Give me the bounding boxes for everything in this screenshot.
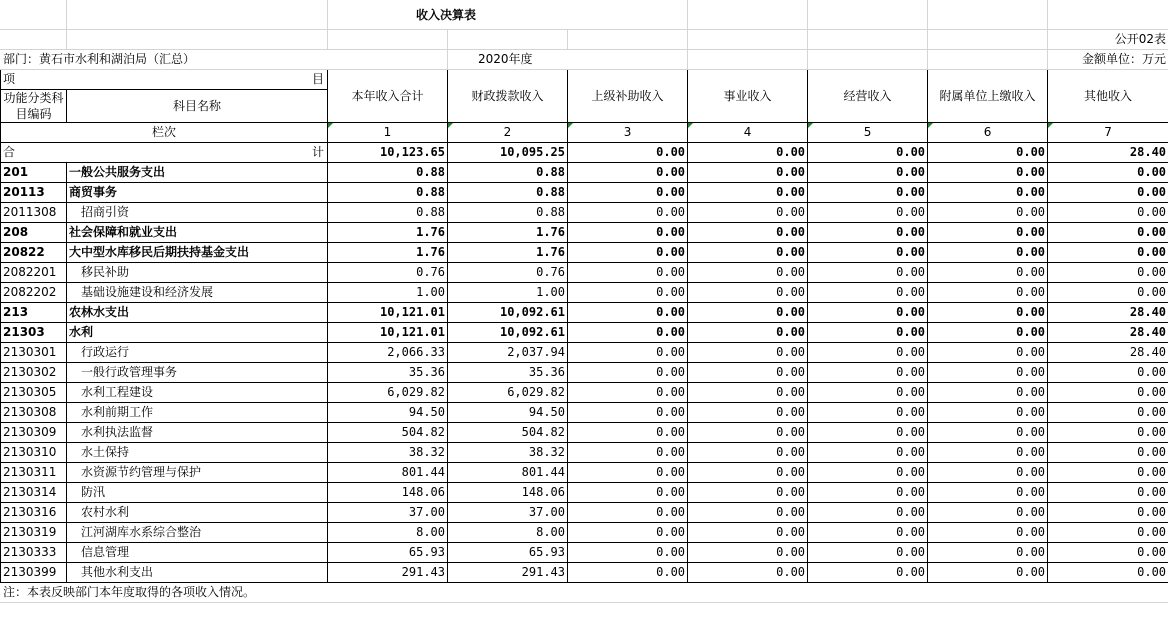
- row-name: 招商引资: [67, 203, 328, 223]
- row-value: 0.00: [568, 523, 688, 543]
- row-value: 0.00: [688, 563, 808, 583]
- row-value: 0.00: [928, 203, 1048, 223]
- sheet-title: 收入决算表: [328, 1, 688, 30]
- row-code: 2130399: [1, 563, 67, 583]
- table-row: [1, 383, 1168, 403]
- row-value: 0.00: [808, 523, 928, 543]
- row-value: 35.36: [448, 363, 568, 383]
- row-value: 148.06: [328, 483, 448, 503]
- row-value: 1.00: [328, 283, 448, 303]
- row-value: 8.00: [328, 523, 448, 543]
- row-value: 0.00: [568, 463, 688, 483]
- table-row: [1, 343, 1168, 363]
- row-value: 1.76: [328, 223, 448, 243]
- row-value: 8.00: [448, 523, 568, 543]
- row-value: 0.00: [568, 183, 688, 203]
- row-value: 0.00: [928, 463, 1048, 483]
- row-value: 94.50: [328, 403, 448, 423]
- amount-unit: 金额单位：万元: [1048, 50, 1168, 70]
- row-code: 2130301: [1, 343, 67, 363]
- row-value: 28.40: [1048, 343, 1168, 363]
- table-row: [1, 443, 1168, 463]
- row-value: 38.32: [328, 443, 448, 463]
- row-value: 0.00: [688, 263, 808, 283]
- row-value: 65.93: [448, 543, 568, 563]
- row-value: 28.40: [1048, 303, 1168, 323]
- row-value: 0.00: [928, 363, 1048, 383]
- row-value: 0.76: [448, 263, 568, 283]
- order-number: 5: [808, 123, 928, 143]
- row-code: 2130333: [1, 543, 67, 563]
- row-value: 0.00: [688, 223, 808, 243]
- row-name: 水利执法监督: [67, 423, 328, 443]
- total-value: 10,095.25: [448, 143, 568, 163]
- row-value: 0.00: [808, 183, 928, 203]
- row-code: 2130310: [1, 443, 67, 463]
- table-row: [1, 203, 1168, 223]
- row-code: 2130305: [1, 383, 67, 403]
- row-name: 水利: [67, 323, 328, 343]
- row-value: 0.00: [1048, 283, 1168, 303]
- row-value: 0.00: [688, 423, 808, 443]
- row-value: 0.00: [1048, 243, 1168, 263]
- row-value: 0.00: [928, 423, 1048, 443]
- row-name: 水利前期工作: [67, 403, 328, 423]
- department-label: 部门：黄石市水利和湖泊局（汇总）: [1, 50, 448, 70]
- row-value: 10,092.61: [448, 323, 568, 343]
- row-value: 504.82: [448, 423, 568, 443]
- row-value: 0.00: [928, 403, 1048, 423]
- row-value: 0.00: [688, 243, 808, 263]
- row-value: 0.00: [688, 403, 808, 423]
- code-header: 功能分类科目编码: [1, 90, 67, 123]
- table-row: [1, 463, 1168, 483]
- row-code: 2130319: [1, 523, 67, 543]
- row-value: 0.88: [328, 163, 448, 183]
- row-value: 0.00: [688, 523, 808, 543]
- row-name: 水土保持: [67, 443, 328, 463]
- total-row: [1, 143, 1168, 163]
- row-name: 农村水利: [67, 503, 328, 523]
- row-value: 0.00: [688, 463, 808, 483]
- total-value: 0.00: [928, 143, 1048, 163]
- row-value: 0.00: [568, 503, 688, 523]
- table-row: [1, 323, 1168, 343]
- table-row: [1, 503, 1168, 523]
- row-value: 0.00: [568, 163, 688, 183]
- row-value: 0.00: [1048, 383, 1168, 403]
- footnote: 注：本表反映部门本年度取得的各项收入情况。: [1, 583, 1168, 603]
- row-value: 0.00: [688, 363, 808, 383]
- row-code: 2011308: [1, 203, 67, 223]
- row-name: 一般行政管理事务: [67, 363, 328, 383]
- row-value: 0.00: [808, 283, 928, 303]
- table-row: [1, 223, 1168, 243]
- row-code: 21303: [1, 323, 67, 343]
- row-code: 2130308: [1, 403, 67, 423]
- row-value: 1.76: [328, 243, 448, 263]
- row-value: 0.00: [808, 203, 928, 223]
- row-value: 0.00: [928, 243, 1048, 263]
- row-value: 0.00: [808, 383, 928, 403]
- row-value: 0.00: [568, 543, 688, 563]
- row-name: 商贸事务: [67, 183, 328, 203]
- row-value: 0.00: [688, 343, 808, 363]
- row-value: 0.00: [928, 263, 1048, 283]
- row-name: 水利工程建设: [67, 383, 328, 403]
- row-value: 148.06: [448, 483, 568, 503]
- total-left-label: 合: [3, 145, 16, 159]
- row-value: 0.00: [808, 163, 928, 183]
- row-value: 0.00: [568, 483, 688, 503]
- row-value: 0.00: [568, 303, 688, 323]
- row-code: 2082202: [1, 283, 67, 303]
- row-value: 801.44: [328, 463, 448, 483]
- order-number: 4: [688, 123, 808, 143]
- row-code: 2130302: [1, 363, 67, 383]
- order-number: 2: [448, 123, 568, 143]
- row-name: 移民补助: [67, 263, 328, 283]
- row-value: 0.00: [928, 483, 1048, 503]
- row-name: 其他水利支出: [67, 563, 328, 583]
- row-value: 0.00: [688, 383, 808, 403]
- table-row: [1, 363, 1168, 383]
- row-name: 江河湖库水系综合整治: [67, 523, 328, 543]
- row-value: 0.88: [328, 183, 448, 203]
- row-value: 0.00: [568, 223, 688, 243]
- row-value: 94.50: [448, 403, 568, 423]
- table-row: [1, 403, 1168, 423]
- total-value: 28.40: [1048, 143, 1168, 163]
- row-value: 0.00: [688, 443, 808, 463]
- row-value: 0.00: [928, 223, 1048, 243]
- row-value: 10,121.01: [328, 323, 448, 343]
- row-value: 0.00: [928, 523, 1048, 543]
- row-value: 0.00: [688, 323, 808, 343]
- row-name: 行政运行: [67, 343, 328, 363]
- row-value: 801.44: [448, 463, 568, 483]
- row-value: 291.43: [448, 563, 568, 583]
- item-left-label: 项: [3, 72, 16, 86]
- row-code: 2082201: [1, 263, 67, 283]
- total-label-cell: [1, 143, 328, 163]
- row-value: 38.32: [448, 443, 568, 463]
- order-label: 栏次: [1, 123, 328, 143]
- row-value: 0.00: [688, 203, 808, 223]
- row-code: 213: [1, 303, 67, 323]
- row-value: 0.00: [928, 543, 1048, 563]
- row-value: 0.00: [568, 343, 688, 363]
- row-value: 0.00: [928, 383, 1048, 403]
- row-value: 0.00: [808, 443, 928, 463]
- table-row: [1, 183, 1168, 203]
- total-right-label: 计: [311, 145, 324, 159]
- col-header-5: 经营收入: [808, 70, 928, 123]
- row-value: 1.00: [448, 283, 568, 303]
- row-value: 0.00: [808, 463, 928, 483]
- row-value: 0.00: [808, 483, 928, 503]
- row-value: 0.00: [808, 363, 928, 383]
- table-row: [1, 283, 1168, 303]
- row-value: 0.88: [448, 203, 568, 223]
- order-number: 1: [328, 123, 448, 143]
- row-value: 0.00: [808, 403, 928, 423]
- col-header-4: 事业收入: [688, 70, 808, 123]
- row-value: 1.76: [448, 243, 568, 263]
- row-value: 0.00: [808, 323, 928, 343]
- table-row: [1, 423, 1168, 443]
- row-value: 0.00: [568, 423, 688, 443]
- row-code: 208: [1, 223, 67, 243]
- row-value: 0.00: [808, 343, 928, 363]
- row-value: 0.00: [568, 443, 688, 463]
- row-value: 10,092.61: [448, 303, 568, 323]
- row-value: 0.00: [808, 503, 928, 523]
- row-code: 2130314: [1, 483, 67, 503]
- row-code: 2130311: [1, 463, 67, 483]
- total-value: 0.00: [568, 143, 688, 163]
- col-header-6: 附属单位上缴收入: [928, 70, 1048, 123]
- row-value: 0.00: [1048, 223, 1168, 243]
- row-value: 0.00: [928, 283, 1048, 303]
- row-value: 291.43: [328, 563, 448, 583]
- row-value: 0.00: [808, 543, 928, 563]
- row-value: 2,037.94: [448, 343, 568, 363]
- table-row: [1, 263, 1168, 283]
- row-value: 0.00: [1048, 503, 1168, 523]
- row-value: 0.00: [928, 503, 1048, 523]
- row-value: 504.82: [328, 423, 448, 443]
- row-value: 0.00: [1048, 403, 1168, 423]
- row-value: 0.00: [1048, 463, 1168, 483]
- row-value: 0.00: [1048, 563, 1168, 583]
- item-header-cell: [1, 70, 328, 90]
- row-name: 基础设施建设和经济发展: [67, 283, 328, 303]
- row-value: 37.00: [328, 503, 448, 523]
- table-row: [1, 303, 1168, 323]
- row-value: 0.00: [1048, 363, 1168, 383]
- row-value: 0.00: [808, 303, 928, 323]
- row-value: 0.00: [928, 563, 1048, 583]
- name-header: 科目名称: [67, 90, 328, 123]
- total-value: 0.00: [808, 143, 928, 163]
- row-value: 0.00: [808, 423, 928, 443]
- row-value: 0.00: [808, 563, 928, 583]
- row-value: 0.00: [568, 403, 688, 423]
- row-value: 0.00: [1048, 543, 1168, 563]
- row-value: 0.00: [688, 543, 808, 563]
- row-value: 0.00: [688, 503, 808, 523]
- row-value: 6,029.82: [328, 383, 448, 403]
- row-name: 社会保障和就业支出: [67, 223, 328, 243]
- row-code: 201: [1, 163, 67, 183]
- table-row: [1, 543, 1168, 563]
- row-value: 0.00: [688, 303, 808, 323]
- row-value: 0.00: [568, 243, 688, 263]
- row-value: 0.88: [328, 203, 448, 223]
- row-value: 0.88: [448, 163, 568, 183]
- row-value: 0.00: [808, 263, 928, 283]
- row-value: 0.00: [808, 243, 928, 263]
- table-row: [1, 243, 1168, 263]
- row-value: 1.76: [448, 223, 568, 243]
- table-row: [1, 563, 1168, 583]
- row-value: 35.36: [328, 363, 448, 383]
- row-value: 0.00: [688, 183, 808, 203]
- row-value: 65.93: [328, 543, 448, 563]
- row-value: 0.00: [568, 323, 688, 343]
- row-value: 2,066.33: [328, 343, 448, 363]
- row-value: 0.00: [688, 163, 808, 183]
- form-number: 公开02表: [1048, 30, 1168, 50]
- row-value: 0.00: [1048, 263, 1168, 283]
- row-value: 37.00: [448, 503, 568, 523]
- table-row: [1, 523, 1168, 543]
- order-number: 7: [1048, 123, 1168, 143]
- row-value: 0.88: [448, 183, 568, 203]
- row-value: 0.00: [568, 283, 688, 303]
- row-value: 0.00: [1048, 423, 1168, 443]
- row-code: 20113: [1, 183, 67, 203]
- row-value: 0.00: [1048, 483, 1168, 503]
- order-number: 3: [568, 123, 688, 143]
- row-name: 信息管理: [67, 543, 328, 563]
- row-value: 0.00: [1048, 443, 1168, 463]
- total-value: 0.00: [688, 143, 808, 163]
- row-name: 一般公共服务支出: [67, 163, 328, 183]
- row-value: 0.00: [688, 483, 808, 503]
- row-value: 0.00: [568, 563, 688, 583]
- item-right-label: 目: [311, 72, 324, 86]
- row-name: 防汛: [67, 483, 328, 503]
- row-value: 0.00: [928, 183, 1048, 203]
- row-value: 0.00: [568, 363, 688, 383]
- col-header-3: 上级补助收入: [568, 70, 688, 123]
- row-code: 20822: [1, 243, 67, 263]
- row-value: 0.00: [1048, 523, 1168, 543]
- fiscal-year: 2020年度: [448, 50, 688, 70]
- row-value: 28.40: [1048, 323, 1168, 343]
- row-value: 0.00: [568, 383, 688, 403]
- row-value: 0.00: [1048, 163, 1168, 183]
- row-value: 0.00: [568, 203, 688, 223]
- total-value: 10,123.65: [328, 143, 448, 163]
- row-code: 2130309: [1, 423, 67, 443]
- row-value: 0.00: [1048, 183, 1168, 203]
- row-name: 水资源节约管理与保护: [67, 463, 328, 483]
- order-number: 6: [928, 123, 1048, 143]
- row-name: 大中型水库移民后期扶持基金支出: [67, 243, 328, 263]
- row-name: 农林水支出: [67, 303, 328, 323]
- col-header-1: 本年收入合计: [328, 70, 448, 123]
- row-value: 0.00: [1048, 203, 1168, 223]
- row-value: 0.00: [928, 343, 1048, 363]
- row-value: 0.00: [688, 283, 808, 303]
- table-row: [1, 163, 1168, 183]
- table-row: [1, 483, 1168, 503]
- col-header-7: 其他收入: [1048, 70, 1168, 123]
- row-value: 0.00: [928, 443, 1048, 463]
- col-header-2: 财政拨款收入: [448, 70, 568, 123]
- row-value: 6,029.82: [448, 383, 568, 403]
- row-value: 10,121.01: [328, 303, 448, 323]
- row-code: 2130316: [1, 503, 67, 523]
- row-value: 0.76: [328, 263, 448, 283]
- row-value: 0.00: [928, 323, 1048, 343]
- row-value: 0.00: [928, 303, 1048, 323]
- row-value: 0.00: [928, 163, 1048, 183]
- row-value: 0.00: [568, 263, 688, 283]
- row-value: 0.00: [808, 223, 928, 243]
